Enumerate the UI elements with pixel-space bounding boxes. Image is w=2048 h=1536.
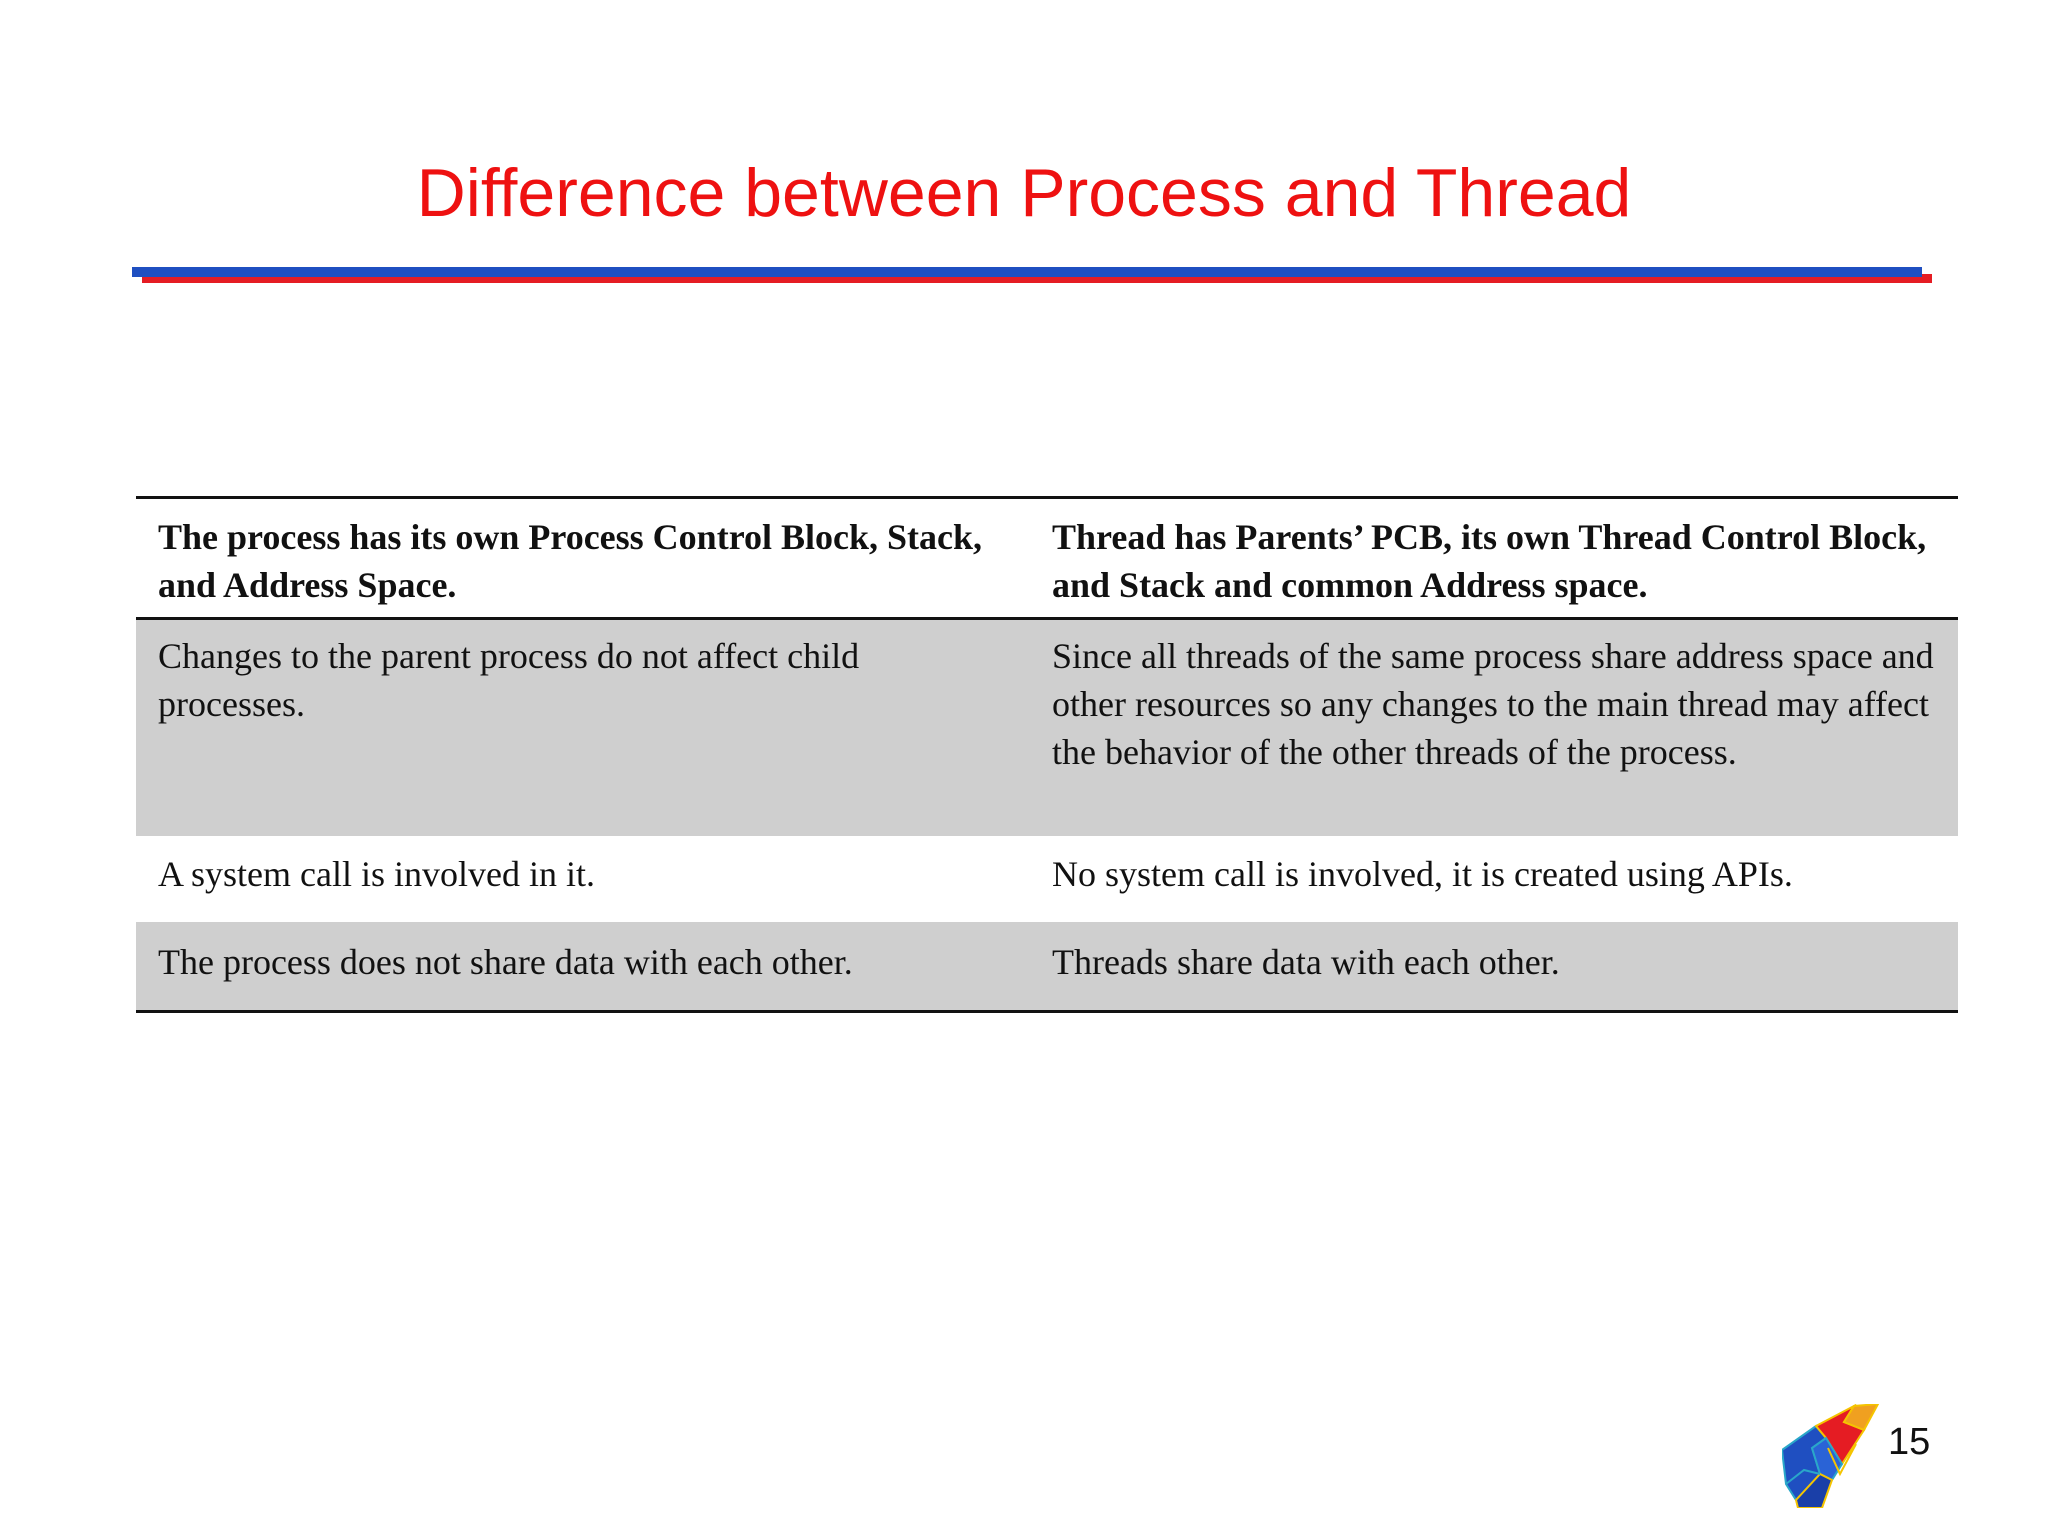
arrow-logo-icon	[1782, 1404, 1882, 1508]
cell-process: The process does not share data with each other.	[136, 922, 1030, 1012]
table-row	[136, 922, 1958, 1012]
title-underline	[132, 266, 1932, 286]
table-row	[136, 836, 1958, 922]
comparison-table	[136, 496, 1958, 1013]
page-number: 15	[1888, 1421, 1931, 1463]
cell-thread: Threads share data with each other.	[1030, 922, 1958, 1012]
header-process: The process has its own Process Control Block, Stack, and Address Space.	[136, 498, 1030, 619]
cell-process: A system call is involved in it.	[158, 854, 595, 894]
cell-thread: Since all threads of the same process share address space and other resources so any changes to the main thread may affect the behavior of the other threads of the process.	[1030, 619, 1958, 837]
table-row	[136, 619, 1958, 837]
slide-title: Difference between Process and Thread	[416, 155, 1632, 231]
table-header-row	[136, 498, 1958, 619]
title-underline-blue	[132, 267, 1922, 277]
cell-process: Changes to the parent process do not affect child processes.	[136, 619, 1030, 837]
cell-thread: No system call is involved, it is created using APIs.	[1052, 854, 1793, 894]
header-thread: Thread has Parents’ PCB, its own Thread Control Block, and Stack and common Address space.	[1030, 498, 1958, 619]
